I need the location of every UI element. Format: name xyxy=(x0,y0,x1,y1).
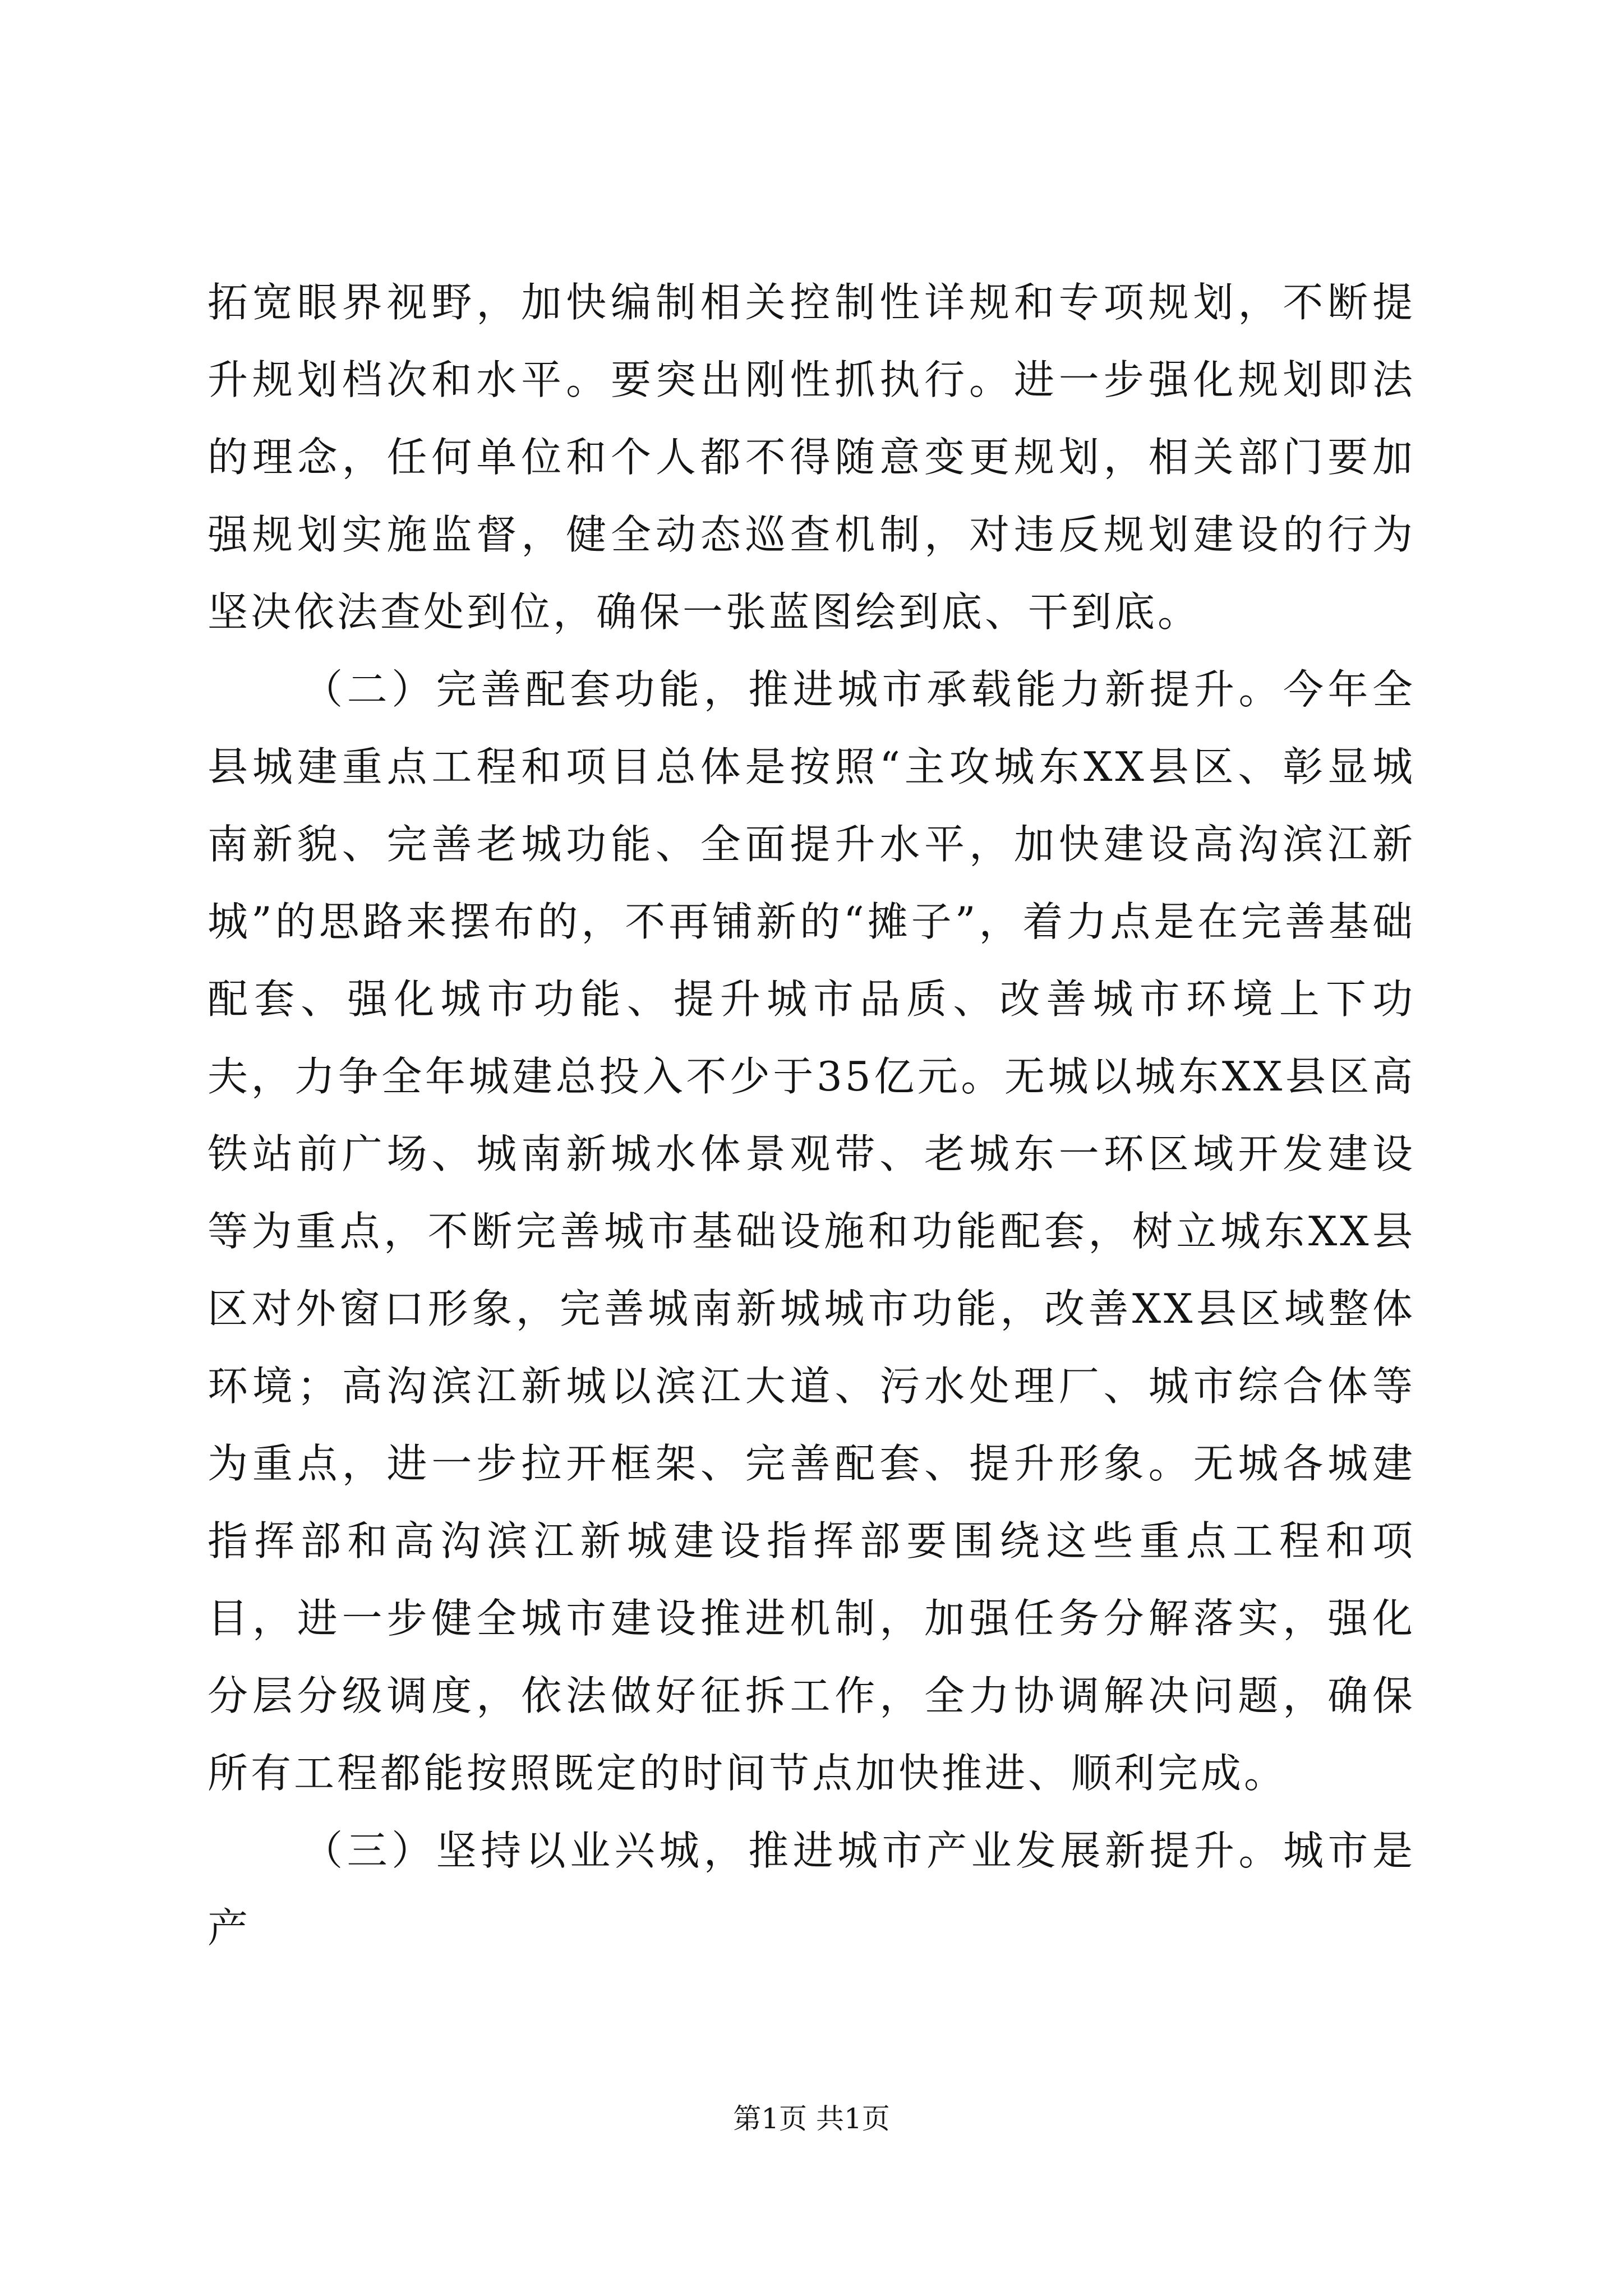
page-footer: 第1页 共1页 xyxy=(733,2102,890,2135)
paragraph-section-3: （三）坚持以业兴城，推进城市产业发展新提升。城市是产 xyxy=(208,1827,1415,1952)
paragraph-section-2: （二）完善配套功能，推进城市承载能力新提升。今年全县城建重点工程和项目总体是按照“主攻城东XX县区、彰显城南新貌、完善老城功能、全面提升水平，加快建设高沟滨江新城”的思路来摆布的，不再铺新的“摊子”，着力点是在完善基础配套、强化城市功能、提升城市品质、改善城市环境上下功夫，力争全年城建总投入不少于35亿元。无城以城东XX县区高铁站前广场、城南新城水体景观带、老城东一环区域开发建设等为重点，不断完善城市基础设施和功能配套，树立城东XX县区对外窗口形象，完善城南新城城市功能，改善XX县区域整体环境；高沟滨江新城以滨江大道、污水处理厂、城市综合体等为重点，进一步拉开框架、完善配套、提升形象。无城各城建指挥部和高沟滨江新城建设指挥部要围绕这些重点工程和项目，进一步健全城市建设推进机制，加强任务分解落实，强化分层分级调度，依法做好征拆工作，全力协调解决问题，确保所有工程都能按照既定的时间节点加快推进、顺利完成。 xyxy=(208,666,1415,1797)
document-body xyxy=(208,264,1415,1967)
paragraph-planning-continuation: 拓宽眼界视野，加快编制相关控制性详规和专项规划，不断提升规划档次和水平。要突出刚性抓执行。进一步强化规划即法的理念，任何单位和个人都不得随意变更规划，相关部门要加强规划实施监督，健全动态巡查机制，对违反规划建设的行为坚决依法查处到位，确保一张蓝图绘到底、干到底。 xyxy=(208,279,1415,636)
